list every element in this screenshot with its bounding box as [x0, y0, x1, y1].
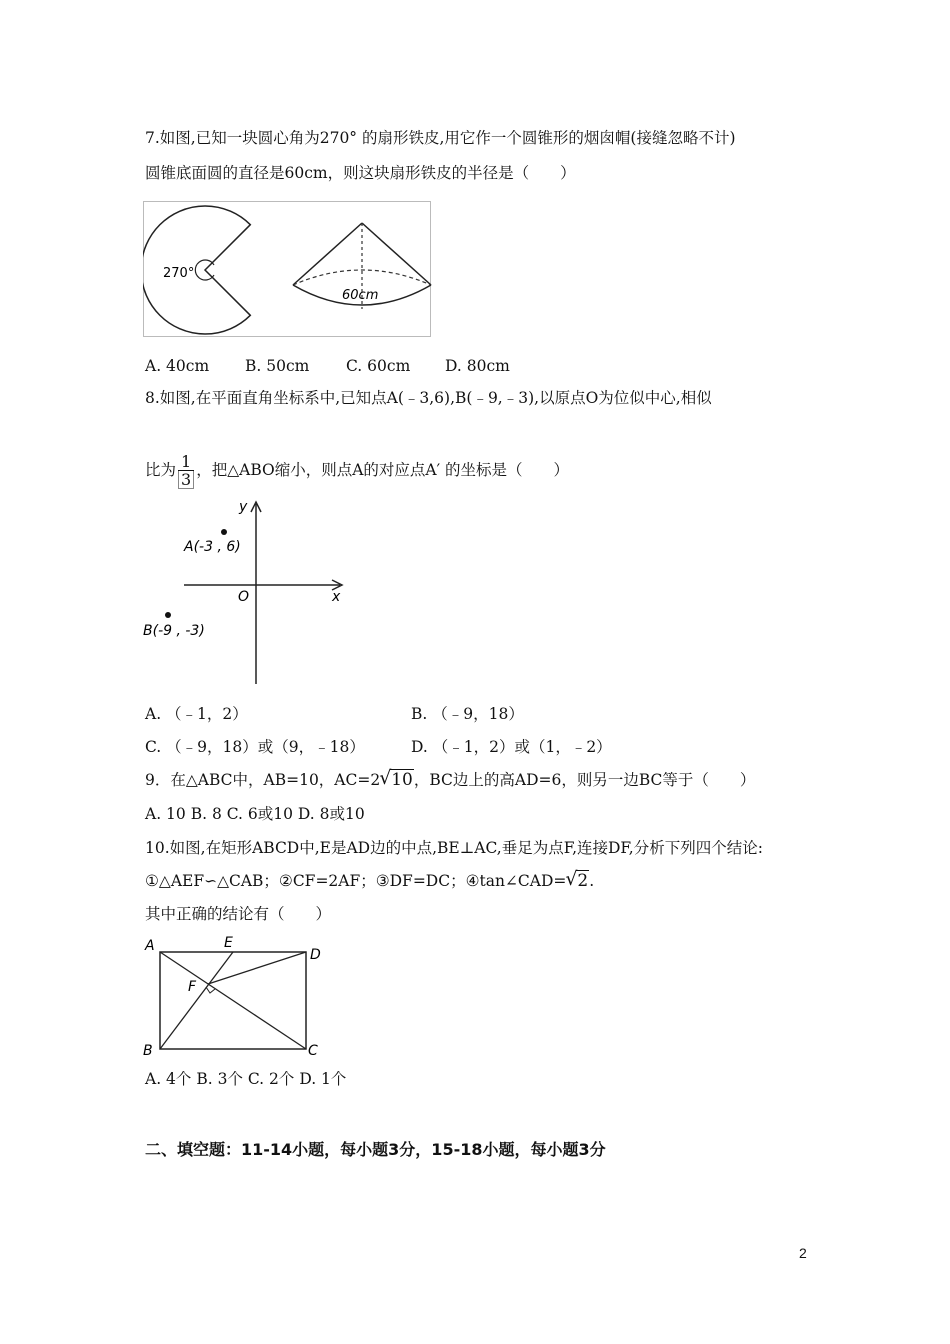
q7-option-c: C. 60cm	[346, 357, 411, 375]
q10-options: A. 4个 B. 3个 C. 2个 D. 1个	[145, 1070, 347, 1088]
q8-line2-prefix: 比为	[145, 461, 177, 479]
q9-suffix: ，BC边上的高AD=6，则另一边BC等于（ ）	[413, 771, 756, 789]
page-number: 2	[799, 1245, 807, 1261]
origin-label: O	[238, 589, 250, 605]
q10-sqrt	[565, 868, 589, 891]
radical-sign: √	[565, 868, 578, 890]
point-b	[165, 612, 171, 618]
ratio-denominator: 3	[178, 471, 194, 489]
q8-stem-line2	[145, 452, 569, 489]
point-b-label: B(-9 , -3)	[143, 623, 205, 639]
q7-stem-line2: 圆锥底面圆的直径是60cm，则这块扇形铁皮的半径是（ ）	[145, 164, 576, 182]
q7-figure	[143, 201, 433, 343]
radical-sign: √	[379, 767, 392, 789]
q7-stem-line1: 7.如图,已知一块圆心角为270° 的扇形铁皮,用它作一个圆锥形的烟囱帽(接缝忽略不计)	[145, 129, 736, 147]
vertex-b-label: B	[143, 1043, 153, 1059]
q8-option-c: C. （﹣9，18）或（9，﹣18）	[145, 738, 365, 756]
q10-stem-line2	[145, 868, 595, 891]
ratio-fraction	[178, 453, 194, 489]
vertex-d-label: D	[310, 947, 321, 963]
q10-line2-suffix: .	[589, 872, 595, 890]
q8-option-b: B. （﹣9，18）	[411, 705, 524, 723]
y-axis-label: y	[239, 500, 248, 515]
q8-stem-line1: 8.如图,在平面直角坐标系中,已知点A(﹣3,6),B(﹣9,﹣3),以原点O为位似中心,相似	[145, 389, 712, 407]
q8-line2-suffix: ，把△ABO缩小，则点A的对应点A′ 的坐标是（ ）	[196, 461, 570, 479]
q10-line2-prefix: ①△AEF∽△CAB；②CF=2AF；③DF=DC；④tan∠CAD=	[145, 872, 567, 890]
q8-coordinate-figure	[140, 500, 350, 694]
vertex-a-label: A	[145, 938, 155, 954]
vertex-c-label: C	[308, 1043, 318, 1059]
q9-stem	[145, 767, 756, 790]
q10-stem-line1: 10.如图,在矩形ABCD中,E是AD边的中点,BE⊥AC,垂足为点F,连接DF,分析下列四个结论:	[145, 839, 763, 857]
q7-option-b: B. 50cm	[245, 357, 310, 375]
segment-df	[208, 952, 306, 984]
q9-radicand: 10	[391, 770, 413, 790]
x-axis-label: x	[332, 589, 341, 605]
q9-options: A. 10 B. 8 C. 6或10 D. 8或10	[145, 805, 365, 823]
section-2-heading: 二、填空题：11-14小题，每小题3分，15-18小题，每小题3分	[145, 1140, 606, 1159]
q8-option-a: A. （﹣1，2）	[145, 705, 248, 723]
q7-option-d: D. 80cm	[445, 357, 510, 375]
point-f-label: F	[188, 979, 197, 995]
q10-radicand: 2	[577, 871, 589, 891]
q8-option-d: D. （﹣1，2）或（1，﹣2）	[411, 738, 612, 756]
q10-stem-line3: 其中正确的结论有（ ）	[145, 905, 332, 923]
q10-rectangle-figure	[140, 933, 330, 1065]
point-e-label: E	[224, 935, 233, 951]
point-a-label: A(-3 , 6)	[184, 539, 241, 555]
sector-shape	[143, 206, 250, 334]
point-a	[221, 529, 227, 535]
q9-sqrt	[379, 767, 414, 790]
diagonal-ac	[160, 952, 306, 1049]
cone-right-edge	[362, 223, 431, 285]
ratio-numerator: 1	[178, 453, 194, 471]
q9-prefix: 9．在△ABC中，AB=10，AC=2	[145, 771, 381, 789]
angle-label: 270°	[163, 266, 195, 281]
segment-be	[160, 952, 233, 1049]
diameter-label: 60cm	[342, 288, 379, 303]
cone-left-edge	[293, 223, 362, 285]
q7-option-a: A. 40cm	[145, 357, 210, 375]
